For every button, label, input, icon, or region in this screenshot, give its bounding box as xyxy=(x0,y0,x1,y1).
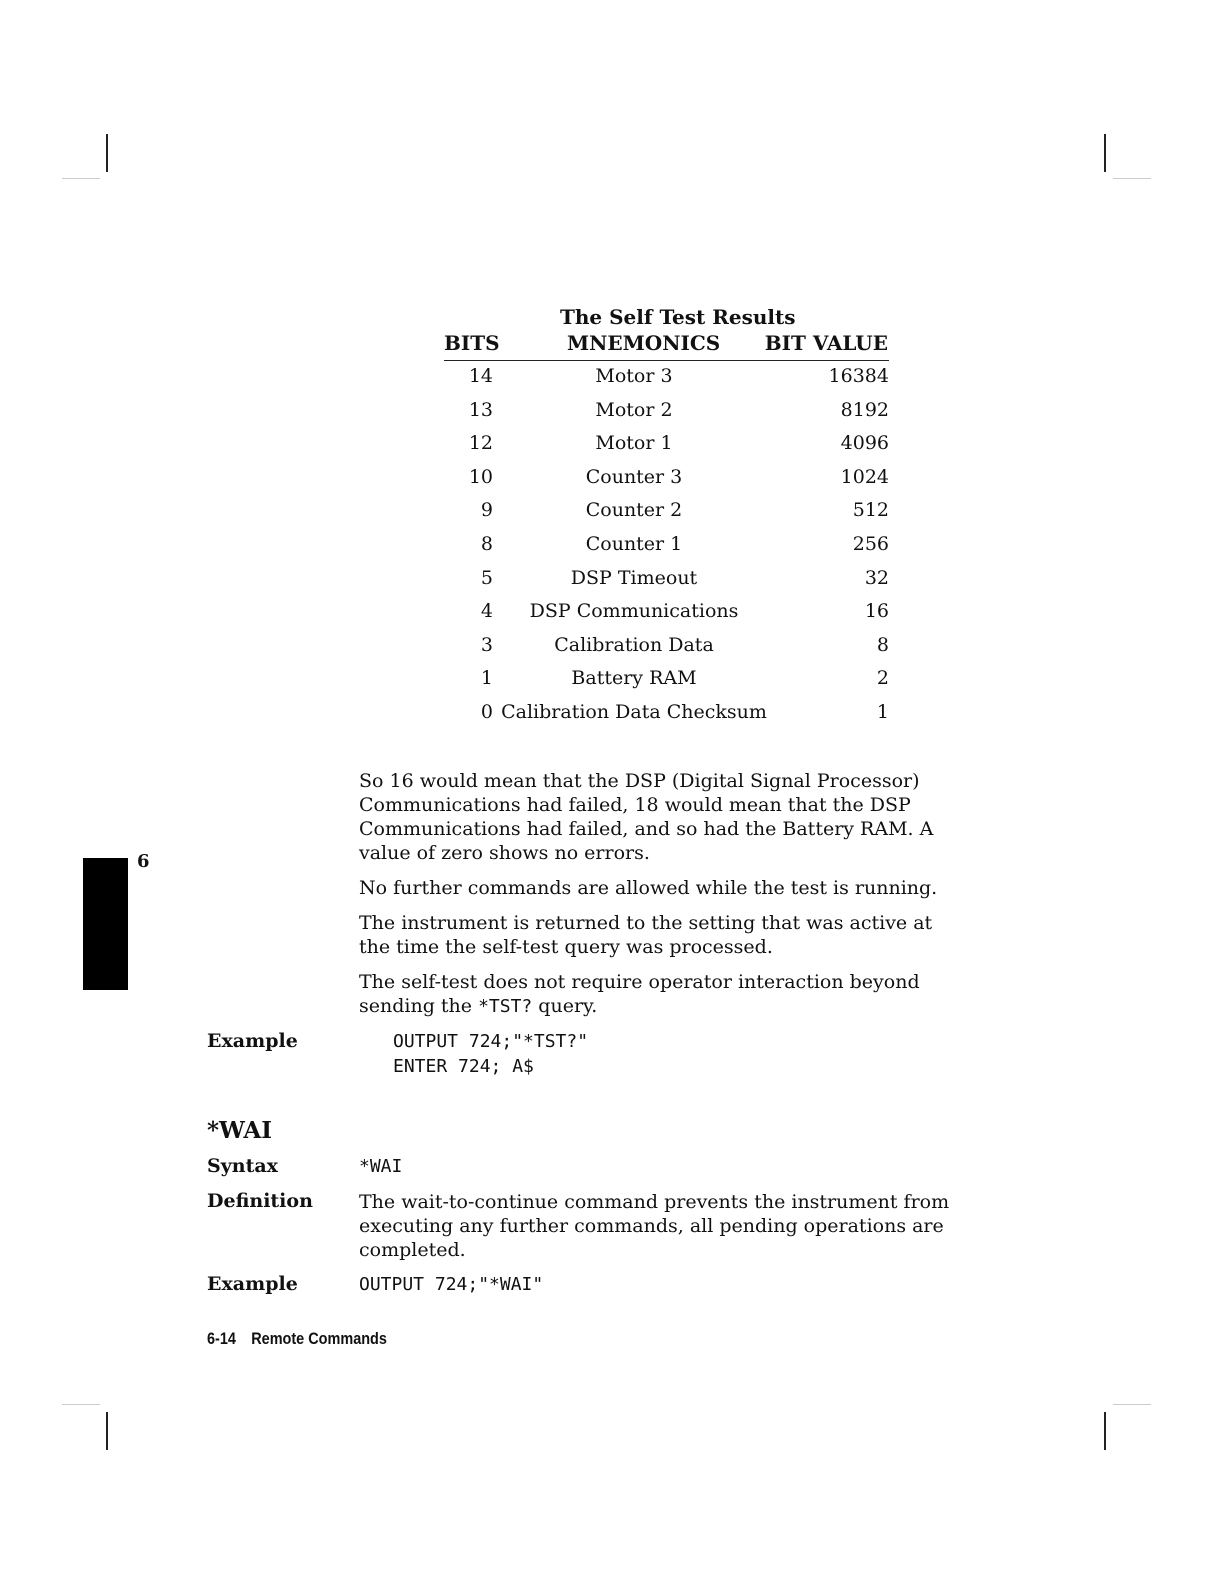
cell-bit-value: 32 xyxy=(864,567,889,589)
paragraph-instrument-returned: The instrument is returned to the setting that was active at the time the self-test query was processed. xyxy=(359,912,933,958)
cell-bits: 3 xyxy=(480,634,493,656)
tst-example-line-2: ENTER 724; A$ xyxy=(393,1056,534,1077)
cell-bits: 4 xyxy=(480,600,493,622)
crop-mark-bottom-left-h xyxy=(62,1404,100,1405)
tst-example-line-1: OUTPUT 724;"*TST?" xyxy=(393,1031,589,1052)
table-row xyxy=(444,533,889,561)
cell-mnemonic: DSP Communications xyxy=(529,600,739,622)
cell-bits: 1 xyxy=(480,667,493,689)
wai-example-code: OUTPUT 724;"*WAI" xyxy=(359,1274,544,1295)
page-footer xyxy=(207,1329,387,1349)
table-row xyxy=(444,399,889,427)
cell-bits: 8 xyxy=(480,533,493,555)
cell-bit-value: 256 xyxy=(852,533,889,555)
table-row xyxy=(444,499,889,527)
crop-mark-top-left-h xyxy=(62,178,100,179)
table-row xyxy=(444,701,889,729)
page-number: 6-14 xyxy=(207,1329,236,1348)
cell-mnemonic: Counter 2 xyxy=(585,499,683,521)
crop-mark-bottom-left xyxy=(106,1412,108,1450)
tst-example-label: Example xyxy=(207,1030,298,1052)
paragraph-no-commands: No further commands are allowed while the test is running. xyxy=(359,877,938,899)
paragraph-no-interaction xyxy=(359,970,969,1019)
p4-code: *TST? xyxy=(478,996,533,1017)
cell-mnemonic: Calibration Data Checksum xyxy=(501,701,767,723)
crop-mark-top-right xyxy=(1104,134,1106,172)
cell-mnemonic: Battery RAM xyxy=(571,667,697,689)
cell-bits: 9 xyxy=(480,499,493,521)
table-row xyxy=(444,667,889,695)
cell-bit-value: 1 xyxy=(876,701,889,723)
chapter-number: 6 xyxy=(137,851,150,872)
crop-mark-bottom-right-h xyxy=(1113,1404,1151,1405)
paragraph-bit-explanation: So 16 would mean that the DSP (Digital Signal Processor) Communications had failed, 18 would mean that the DSP Communications had failed, and so had the Battery RAM. A value of zero shows no errors. xyxy=(359,770,934,864)
cell-mnemonic: Calibration Data xyxy=(554,634,714,656)
cell-mnemonic: Motor 1 xyxy=(595,432,673,454)
cell-mnemonic: Counter 1 xyxy=(585,533,683,555)
cell-bit-value: 16 xyxy=(864,600,889,622)
cell-bit-value: 4096 xyxy=(840,432,889,454)
crop-mark-top-left xyxy=(106,134,108,172)
table-title: The Self Test Results xyxy=(560,305,796,329)
cell-bits: 14 xyxy=(468,365,493,387)
wai-example-label: Example xyxy=(207,1273,298,1295)
table-row xyxy=(444,432,889,460)
table-row xyxy=(444,600,889,628)
crop-mark-bottom-right xyxy=(1104,1412,1106,1450)
cell-bit-value: 16384 xyxy=(828,365,889,387)
cell-mnemonic: DSP Timeout xyxy=(570,567,698,589)
cell-bit-value: 2 xyxy=(876,667,889,689)
header-mnemonics: MNEMONICS xyxy=(567,331,721,355)
header-bit-value: BIT VALUE xyxy=(764,331,888,355)
header-bits: BITS xyxy=(444,331,500,355)
table-row xyxy=(444,567,889,595)
table-row xyxy=(444,365,889,393)
table-row xyxy=(444,634,889,662)
p4-text-before: The self-test does not require operator interaction beyond sending the xyxy=(359,971,920,1017)
cell-bit-value: 1024 xyxy=(840,466,889,488)
cell-bits: 12 xyxy=(468,432,493,454)
definition-text: The wait-to-continue command prevents the instrument from executing any further commands, all pending operations are completed. xyxy=(359,1191,950,1261)
cell-mnemonic: Motor 2 xyxy=(595,399,673,421)
syntax-value: *WAI xyxy=(359,1156,403,1177)
cell-mnemonic: Motor 3 xyxy=(595,365,673,387)
chapter-thumb-tab xyxy=(83,858,128,990)
crop-mark-top-right-h xyxy=(1113,178,1151,179)
cell-bit-value: 8 xyxy=(876,634,889,656)
table-row xyxy=(444,466,889,494)
cell-bits: 5 xyxy=(480,567,493,589)
cell-bit-value: 8192 xyxy=(840,399,889,421)
definition-label: Definition xyxy=(207,1190,313,1212)
p4-text-after: query. xyxy=(532,995,598,1017)
cell-bit-value: 512 xyxy=(852,499,889,521)
section-heading-wai: *WAI xyxy=(207,1117,272,1144)
syntax-label: Syntax xyxy=(207,1155,278,1177)
cell-bits: 0 xyxy=(480,701,493,723)
table-header-rule xyxy=(444,360,889,361)
cell-bits: 10 xyxy=(468,466,493,488)
cell-bits: 13 xyxy=(468,399,493,421)
footer-section: Remote Commands xyxy=(251,1329,387,1348)
cell-mnemonic: Counter 3 xyxy=(585,466,683,488)
